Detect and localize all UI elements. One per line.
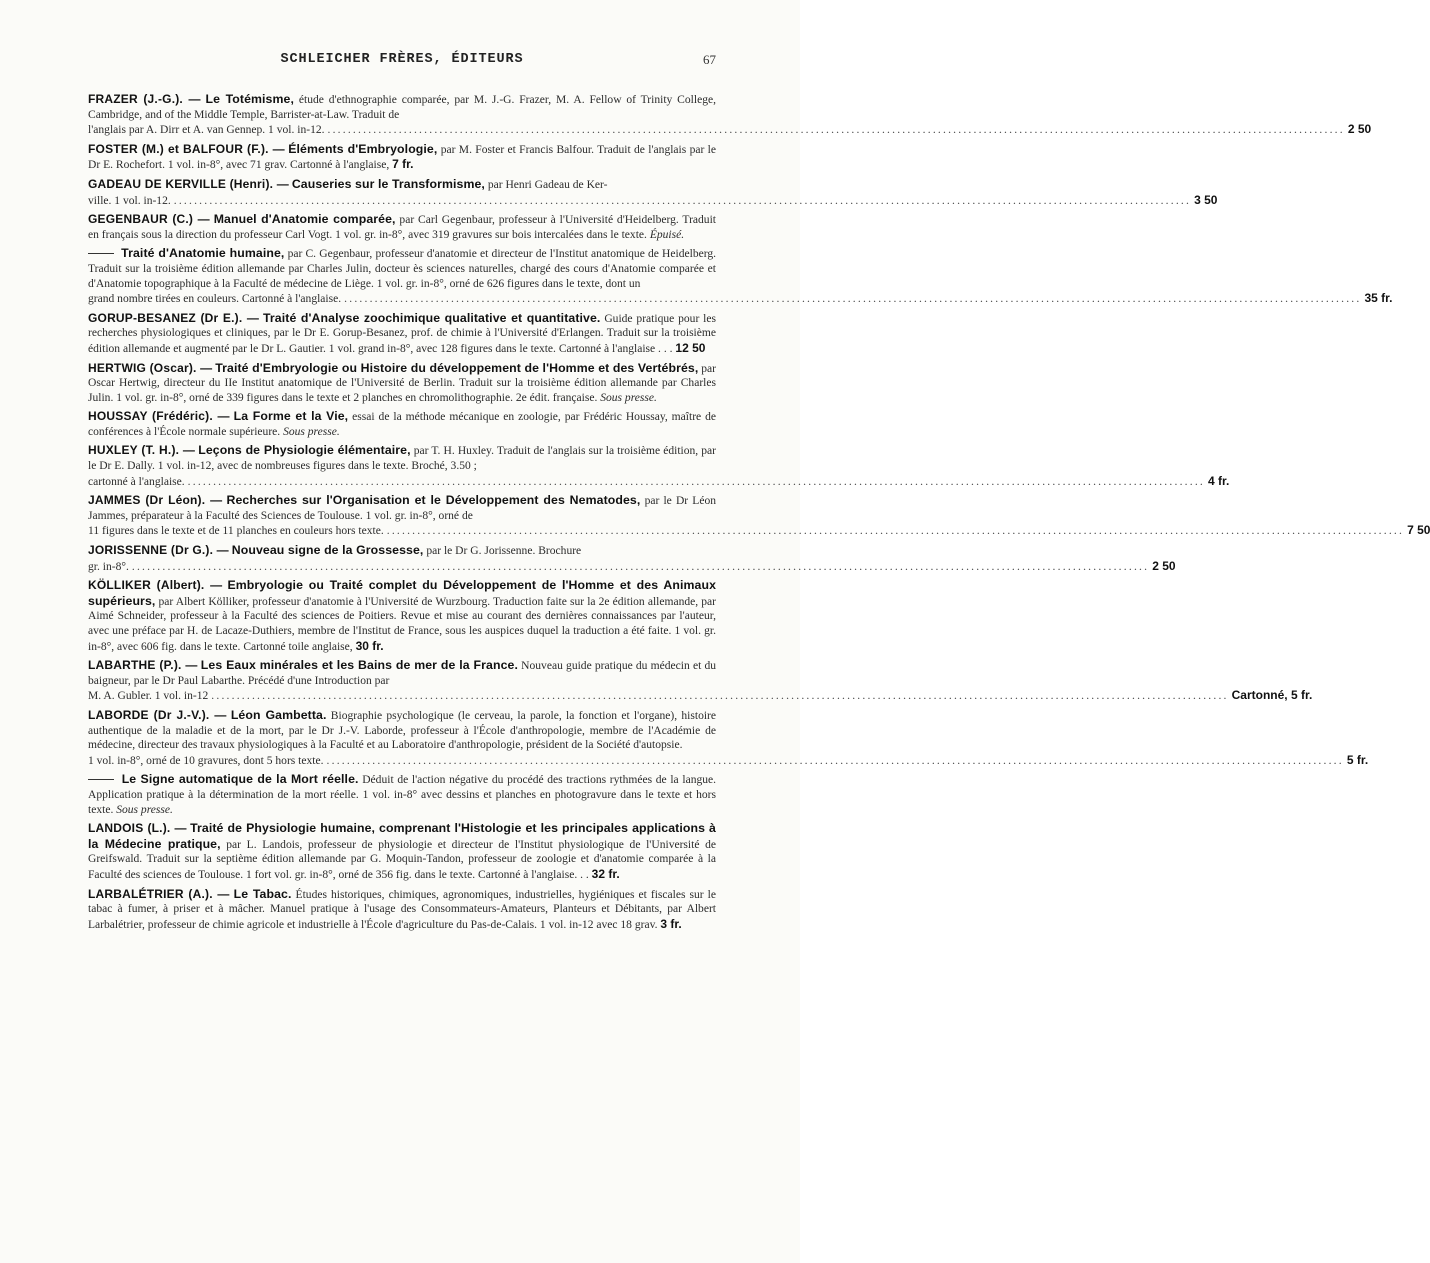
entry-price: Cartonné, 5 fr. [1231, 688, 1313, 703]
entry-description: par L. Landois, professeur de physiologie et directeur de l'Institut physiologique de l'Université de Greifswald. Traduit sur la septième édition allemande par G. Moquin-Tandon, professeur de zoologie et d'anatomie comparée à la Faculté des sciences de Toulouse. 1 fort vol. gr. in-8°, orné de 356 fig. dans le texte. Cartonné à l'anglaise. . . [88, 838, 716, 881]
entry-status-note: Sous presse. [116, 803, 173, 816]
entry-author: LABARTHE (P.). — [88, 658, 198, 673]
entry-title: Le Tabac. [233, 886, 292, 901]
entry-description-end: 1 vol. in-8°, orné de 10 gravures, dont 5 hors texte. [88, 754, 324, 767]
entry-title: Le Signe automatique de la Mort réelle. [121, 772, 359, 787]
entry-title: La Forme et la Vie, [233, 409, 349, 424]
catalogue-entry-foster-balfour [88, 142, 716, 173]
entry-description: essai de la méthode mécanique en zoologie, par Frédéric Houssay, maître de conférences à l'École normale supérieure. [88, 411, 717, 438]
entry-author: HOUSSAY (Frédéric). — [88, 409, 230, 424]
catalogue-entry-houssay [88, 409, 716, 439]
entry-description: par T. H. Huxley. Traduit de l'anglais sur la troisième édition, par le Dr E. Dally. 1 vol. in-12, avec de nombreuses figures dans le texte. Broché, 3.50 ; [88, 445, 717, 473]
catalogue-entry-huxley [88, 443, 1230, 489]
entry-price-line [88, 122, 1372, 138]
entry-author: HERTWIG (Oscar). — [88, 360, 213, 375]
entry-author: FRAZER (J.-G.). — [88, 92, 201, 106]
entry-title: Nouveau signe de la Grossesse, [231, 543, 424, 558]
entry-description: par le Dr G. Jorissenne. Brochure [426, 545, 582, 558]
entry-status-note: Sous presse. [600, 391, 657, 404]
dot-leader: ........................................................................................................................................................................................................ [131, 560, 1150, 573]
catalogue-entry-gadeau-de-kerville [88, 176, 1218, 208]
entry-title: Traité d'Anatomie humaine, [121, 246, 285, 261]
catalogue-entry-gorup-besanez [88, 311, 716, 357]
entry-price: 4 fr. [1208, 473, 1230, 488]
catalogue-entry-labarthe [88, 658, 1313, 704]
entry-author: LARBALÉTRIER (A.). — [88, 886, 230, 901]
running-head: SCHLEICHER FRÈRES, ÉDITEURS [280, 52, 524, 67]
catalogue-entry-larbaletrier [88, 887, 716, 933]
entry-description: Déduit de l'action négative du procédé des tractions rythmées de la langue. Application pratique à la détermination de la mort réelle. 1 vol. in-8° avec dessins et planches en photogravure dans le texte et hors texte. [88, 774, 717, 816]
entry-description-end: ville. 1 vol. in-12. [88, 194, 171, 207]
entry-description-end: grand nombre tirées en couleurs. Cartonné à l'anglaise. [88, 293, 342, 306]
dot-leader: ........................................................................................................................................................................................................ [344, 293, 1362, 306]
entry-description: par le Dr Léon Jammes, préparateur à la Faculté des Sciences de Toulouse. 1 vol. gr. in-8°, orné de [88, 495, 717, 522]
dot-leader: ........................................................................................................................................................................................................ [386, 525, 1405, 538]
entry-author: JORISSENNE (Dr G.). — [88, 543, 229, 558]
entry-price: 3 fr. [660, 916, 682, 931]
entry-price-line [88, 192, 1218, 209]
entry-title: Les Eaux minérales et les Bains de mer de la France. [200, 658, 518, 673]
catalogue-entry-landois [88, 821, 716, 882]
page-number: 67 [703, 52, 716, 67]
entry-price: 5 fr. [1346, 752, 1369, 767]
entry-description: par Albert Kölliker, professeur d'anatomie à l'Université de Wurzbourg. Traduction faite sur la 2e édition allemande, par Aimé Schneider, professeur à la Faculté des sciences de Poitiers. Revue et mise au courant des dernières connaissances par l'auteur, avec une préface par H. de Lacaze-Duthiers, membre de l'Institut de France, sous les auspices duquel la traduction a été faite. 1 vol. gr. in-8°, avec 606 fig. dans le texte. Cartonné toile anglaise, [88, 595, 716, 653]
entry-title: Leçons de Physiologie élémentaire, [198, 443, 411, 458]
page-header [88, 50, 716, 74]
catalogue-entry-laborde-signe [88, 772, 716, 817]
dot-leader: ........................................................................................................................................................................................................ [173, 194, 1192, 207]
entry-title: Recherches sur l'Organisation et le Développement des Nematodes, [226, 493, 641, 508]
dot-leader: ........................................................................................................................................................................................................ [211, 690, 1229, 703]
entry-price: 32 fr. [591, 866, 620, 881]
entry-title: Traité d'Embryologie ou Histoire du développement de l'Homme et des Vertébrés, [215, 360, 699, 375]
entry-author: GEGENBAUR (C.) — [88, 212, 210, 227]
entry-description: par Carl Gegenbaur, professeur à l'Université d'Heidelberg. Traduit en français sous la direction du professeur Carl Vogt. 1 vol. gr. in-8°, avec 319 gravures sur bois intercalées dans le texte. [88, 214, 717, 241]
entry-price: 7 50 [1407, 523, 1430, 538]
entry-price-line [88, 291, 1393, 307]
entry-description-end: gr. in-8°. [88, 560, 129, 573]
entry-price-line [88, 688, 1313, 704]
catalogue-entries [88, 92, 1430, 936]
catalogue-entry-jammes [88, 493, 1430, 539]
entry-author: FOSTER (M.) et BALFOUR (F.). — [88, 141, 285, 156]
entry-price: 7 fr. [392, 157, 414, 172]
entry-price: 35 fr. [1364, 291, 1393, 306]
entry-description-end: M. A. Gubler. 1 vol. in-12 [88, 690, 209, 703]
entry-description: par C. Gegenbaur, professeur d'anatomie et directeur de l'Institut anatomique de Heidelberg. Traduit sur la troisième édition allemande par Charles Julin, docteur ès sciences naturelles, chargé des cours d'Anatomie comparée et d'Anatomie topographique à la Faculté de médecine de Liège. 1 vol. gr. in-8°, orné de 626 figures dans le texte, dont un [88, 248, 717, 290]
entry-price-line [88, 473, 1230, 490]
catalogue-entry-frazer [88, 92, 1372, 138]
entry-author: HUXLEY (T. H.). — [88, 443, 196, 458]
entry-status-note: Épuisé. [649, 228, 685, 241]
ditto-dash [88, 779, 114, 780]
entry-status-note: Sous presse. [283, 425, 340, 438]
entry-title: Causeries sur le Transformisme, [291, 176, 485, 191]
entry-price: 2 50 [1152, 558, 1176, 573]
entry-author: GORUP-BESANEZ (Dr E.). — [88, 310, 260, 325]
catalogue-entry-kolliker [88, 578, 716, 654]
entry-description: par Henri Gadeau de Ker- [487, 178, 608, 191]
entry-price-line [88, 752, 1369, 769]
entry-description: Biographie psychologique (le cerveau, la parole, la fonction et l'organe), histoire authentique de la maladie et de la mort, par le Dr J.-V. Laborde, professeur à l'École d'anthropologie, membre de l'Académie de médecine, directeur des travaux physiologiques à la Faculté et au Laboratoire d'anthropologie, président de la Société d'autopsie. [88, 709, 717, 752]
entry-title: Léon Gambetta. [230, 707, 327, 722]
entry-title: Embryologie ou Traité complet du Développement de l'Homme et des Animaux supérieurs, [88, 578, 717, 608]
entry-title: Traité d'Analyse zoochimique qualitative et quantitative. [262, 310, 601, 325]
catalogue-entry-laborde-gambetta [88, 707, 1369, 768]
entry-description-end: l'anglais par A. Dirr et A. van Gennep. 1 vol. in-12. [88, 124, 325, 137]
entry-author: KÖLLIKER (Albert). — [88, 578, 223, 593]
entry-description: Guide pratique pour les recherches physiologiques et cliniques, par le Dr E. Gorup-Besanez, prof. de chimie à l'Université d'Erlangen. Traduit sur la troisième édition allemande et augmenté par le Dr L. Gautier. 1 vol. grand in-8°, avec 128 figures dans le texte. Cartonné à l'anglaise . . . [88, 312, 716, 355]
entry-title: Éléments d'Embryologie, [288, 141, 438, 156]
dot-leader: ........................................................................................................................................................................................................ [187, 475, 1205, 488]
entry-price: 12 50 [675, 340, 706, 355]
entry-title: Traité de Physiologie humaine, comprenant l'Histologie et les principales applications à la Médecine pratique, [88, 821, 716, 851]
dot-leader: ........................................................................................................................................................................................................ [327, 124, 1345, 137]
entry-author: LABORDE (Dr J.-V.). — [88, 707, 227, 722]
entry-title: Manuel d'Anatomie comparée, [213, 212, 396, 227]
entry-author: GADEAU DE KERVILLE (Henri). — [88, 176, 289, 191]
entry-description: par M. Foster et Francis Balfour. Traduit de l'anglais par le Dr E. Rochefort. 1 vol. in-8°, avec 71 grav. Cartonné à l'anglaise, [88, 143, 717, 172]
dot-leader: ........................................................................................................................................................................................................ [326, 754, 1344, 767]
catalogue-entry-gegenbaur-traite [88, 246, 1393, 306]
catalogue-entry-hertwig [88, 361, 716, 406]
entry-description-end: cartonné à l'anglaise. [88, 475, 185, 488]
entry-author: LANDOIS (L.). — [88, 821, 187, 836]
entry-price: 3 50 [1194, 192, 1218, 207]
catalogue-entry-jorissenne [88, 543, 1176, 574]
entry-description: Nouveau guide pratique du médecin et du baigneur, par le Dr Paul Labarthe. Précédé d'une Introduction par [88, 660, 717, 687]
entry-author: JAMMES (Dr Léon). — [88, 493, 223, 508]
entry-price-line [88, 523, 1430, 539]
entry-description: par Oscar Hertwig, directeur du IIe Institut anatomique de l'Université de Berlin. Traduit sur la troisième édition allemande par Charles Julin. 1 vol. gr. in-8°, orné de 339 figures dans le texte et 2 planches en chromolithographie. 2e édit. française. [88, 362, 717, 404]
catalogue-entry-gegenbaur-manuel [88, 212, 716, 242]
entry-price-line [88, 558, 1176, 575]
entry-description: Études historiques, chimiques, agronomiques, industrielles, hygiéniques et fiscales sur le tabac à fumer, à priser et à mâcher. Manuel pratique à l'usage des Consommateurs-Amateurs, Planteurs et Débitants, par Albert Larbalétrier, professeur de chimie agricole et industrielle à l'École d'agriculture du Pas-de-Calais. 1 vol. in-12 avec 18 grav. [88, 888, 716, 931]
entry-price: 2 50 [1347, 122, 1372, 137]
ditto-dash [88, 253, 114, 254]
entry-title: Le Totémisme, [205, 92, 294, 106]
entry-description: étude d'ethnographie comparée, par M. J.-G. Frazer, M. A. Fellow of Trinity College, Cambridge, and of the Middle Temple, Barrister-at-Law. Traduit de [88, 94, 716, 121]
entry-price: 30 fr. [355, 638, 384, 653]
entry-description-end: 11 figures dans le texte et de 11 planches en couleurs hors texte. [88, 525, 384, 538]
